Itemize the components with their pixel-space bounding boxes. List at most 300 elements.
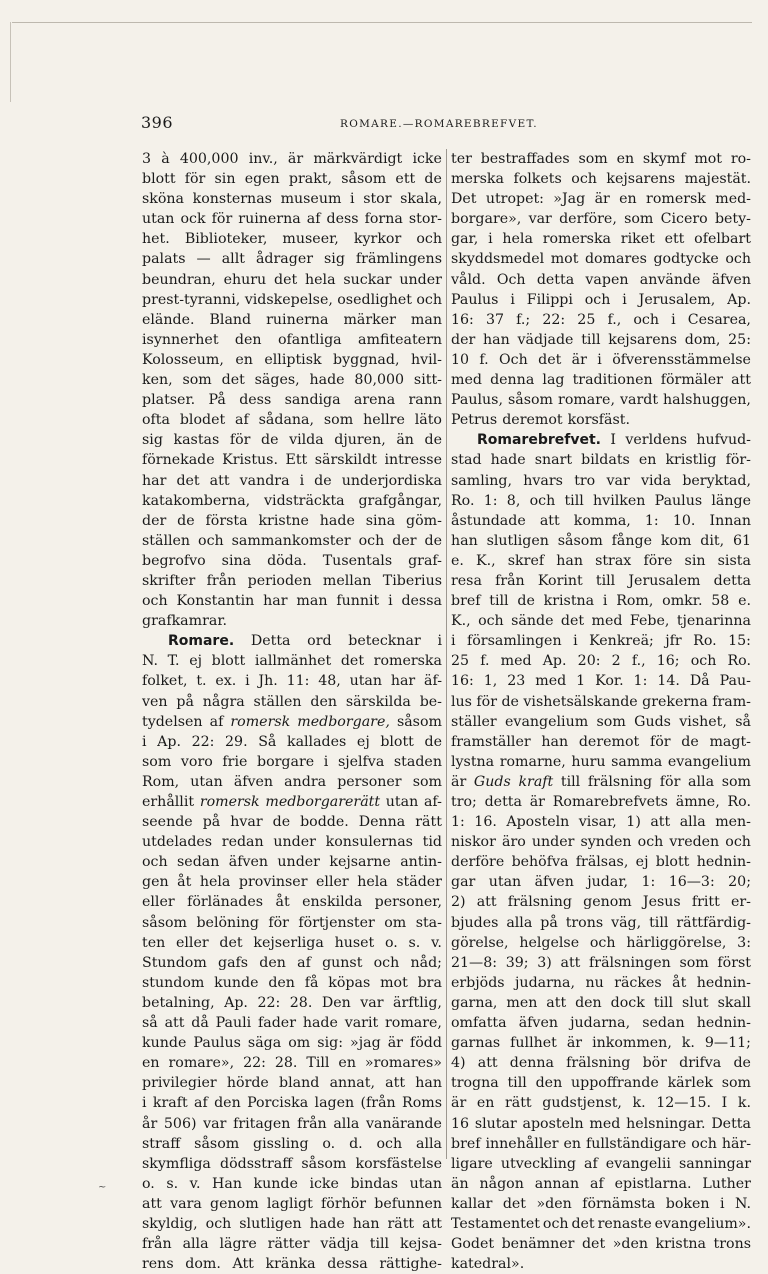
word: vapen — [585, 271, 629, 288]
word: ställen — [142, 532, 191, 549]
word: Konstantin — [176, 593, 255, 610]
word: äfven — [228, 854, 269, 871]
word: Ap. — [542, 653, 567, 670]
text-line — [451, 973, 751, 993]
word: det — [340, 653, 365, 670]
word: och — [198, 532, 224, 549]
word: af — [584, 1155, 598, 1172]
word: antin- — [400, 854, 442, 871]
word: i — [622, 291, 627, 308]
word: han — [415, 1075, 442, 1092]
word: skala, — [400, 191, 442, 208]
word: kraft — [152, 1095, 188, 1112]
word: renaste — [597, 1215, 652, 1232]
word: år — [142, 1115, 158, 1132]
word: från — [297, 1115, 327, 1132]
word: fram- — [712, 693, 751, 710]
word: mellan — [322, 572, 372, 589]
text-line — [142, 892, 442, 912]
word: annat, — [329, 1075, 375, 1092]
word: han — [556, 552, 583, 569]
word: sedan — [642, 1015, 685, 1032]
word: blott — [655, 854, 690, 871]
word: bör — [642, 1055, 667, 1072]
word: Febe, — [629, 613, 670, 630]
text-line — [451, 1134, 751, 1154]
word: utdelades — [142, 834, 213, 851]
word: tid — [422, 834, 442, 851]
word: I — [610, 432, 616, 449]
word: vanärande — [365, 1115, 442, 1132]
word: o. — [142, 1175, 155, 1192]
word: judarna, — [570, 1015, 631, 1032]
word: medborgare, — [297, 713, 390, 730]
word: kejserliga — [253, 934, 324, 951]
word: länge — [711, 492, 751, 509]
word: v. — [189, 1175, 201, 1192]
word: en — [638, 452, 657, 469]
word: gar — [451, 874, 476, 891]
word: 10. — [672, 512, 696, 529]
text-line — [142, 792, 442, 812]
word: rättfärdig- — [676, 914, 751, 931]
word: rann — [408, 392, 442, 409]
word: bra — [417, 974, 442, 991]
word: genom — [210, 1195, 259, 1212]
word: Ro. — [451, 492, 475, 509]
text-line — [451, 310, 751, 330]
word: lagen — [314, 1095, 355, 1112]
word: isynnerhet — [142, 331, 219, 348]
word: f. — [480, 653, 490, 670]
word: ämne, — [675, 794, 720, 810]
word: som — [412, 773, 442, 790]
word: att — [560, 954, 581, 971]
word: till — [369, 1236, 390, 1253]
word: hela — [502, 231, 533, 248]
text-line — [142, 1033, 442, 1053]
word: åstundade — [451, 512, 526, 529]
word: rens — [142, 1256, 174, 1273]
word: Biblioteker, — [184, 231, 268, 248]
text-line — [451, 1174, 751, 1194]
word: 16—3: — [668, 874, 715, 891]
text-line — [142, 471, 442, 491]
word: ett — [395, 171, 416, 188]
word: uppoffrande — [571, 1075, 659, 1092]
word: 16: — [451, 673, 474, 690]
word: för — [184, 171, 206, 188]
word: 3: — [737, 934, 751, 951]
text-line — [142, 1194, 442, 1214]
word: vilda — [289, 432, 324, 449]
word: åt — [177, 874, 192, 891]
word: Romarebrefvets — [552, 794, 668, 810]
word: huru — [571, 753, 606, 770]
text-line — [451, 511, 751, 531]
word: drifva — [679, 1055, 722, 1072]
word: ej — [189, 653, 202, 670]
word: så — [735, 713, 751, 730]
column-divider — [446, 149, 447, 1159]
word: förtjenster — [298, 914, 375, 931]
word: dom. — [185, 1256, 221, 1273]
word: 23 — [507, 673, 526, 690]
word: lägre — [219, 1236, 257, 1253]
word: såsom — [557, 532, 603, 549]
word: då — [191, 1015, 209, 1032]
word: romare», — [168, 1055, 235, 1072]
word: museer, — [282, 231, 339, 248]
word: niskor — [451, 834, 496, 851]
text-line — [451, 752, 751, 772]
word: 29. — [225, 733, 248, 750]
word: mot — [380, 974, 408, 991]
word: suckar — [343, 271, 392, 288]
word: i — [388, 593, 393, 610]
word: som — [596, 713, 626, 730]
word: är — [571, 351, 587, 368]
word: 37 — [485, 311, 505, 328]
word: under — [399, 271, 442, 288]
text-line — [451, 913, 751, 933]
word: medborgarerätt — [265, 794, 381, 810]
text-line — [142, 430, 442, 450]
word: v. — [431, 934, 442, 951]
text-line — [142, 1114, 442, 1134]
text-line — [451, 933, 751, 953]
word: till — [581, 331, 601, 348]
word: ruinerna — [266, 311, 329, 328]
word: såsom — [396, 713, 442, 730]
word: säga — [247, 1035, 282, 1052]
word: varit — [344, 1015, 379, 1032]
word: utan — [349, 673, 383, 690]
word: bref — [451, 1135, 481, 1152]
word: rätt — [387, 1215, 415, 1232]
word: man — [410, 311, 442, 328]
word: romare, — [558, 392, 615, 409]
word: var — [606, 472, 630, 489]
text-line — [142, 551, 442, 571]
word: sista — [717, 552, 751, 569]
word: hade — [490, 452, 526, 469]
word: privilegier — [142, 1075, 217, 1092]
text-line — [451, 772, 751, 792]
text-line — [451, 953, 751, 973]
text-line — [451, 671, 751, 691]
text-line — [451, 270, 751, 290]
word: de — [424, 733, 442, 750]
word: visar, — [578, 814, 617, 831]
text-line — [142, 209, 442, 229]
text-line — [142, 852, 442, 872]
word: hvar — [230, 814, 263, 831]
word: 9—11; — [704, 1035, 751, 1052]
word: att — [209, 472, 230, 489]
word: f., — [607, 311, 622, 328]
word: det — [221, 372, 245, 389]
word: i — [719, 1195, 725, 1212]
word: kraft — [518, 773, 554, 790]
word: judar, — [587, 874, 629, 891]
word: 39; — [505, 954, 529, 971]
text-line — [451, 1194, 751, 1214]
text-line — [142, 149, 442, 169]
word: lus — [451, 693, 472, 710]
word: än — [451, 1175, 469, 1192]
word: boken — [665, 1195, 710, 1212]
word: 2) — [451, 894, 466, 911]
word: omkr. — [662, 593, 703, 610]
word: dessa — [327, 1256, 368, 1273]
word: särskilda — [345, 693, 411, 710]
word: Luther — [702, 1175, 751, 1192]
word: och — [416, 291, 442, 308]
word: slut — [681, 994, 709, 1011]
text-line — [451, 1013, 751, 1033]
word: palats — [142, 251, 186, 268]
word: fullhet — [510, 1035, 557, 1052]
word: har — [390, 673, 416, 690]
word: sina — [365, 512, 396, 529]
word: dödsstraff — [219, 1155, 293, 1172]
text-line — [142, 611, 442, 631]
word: af- — [423, 794, 442, 810]
word: Detta — [250, 633, 291, 650]
text-line — [451, 330, 751, 350]
word: alla — [333, 1115, 360, 1132]
word: genom — [583, 894, 632, 911]
word: hade — [319, 512, 355, 529]
word: i — [488, 231, 493, 248]
word: k. — [737, 1095, 751, 1112]
word: kastas — [173, 432, 220, 449]
text-line — [451, 491, 751, 511]
word: 28. — [289, 994, 313, 1011]
word: sandiga — [284, 392, 341, 409]
word: rätter — [267, 1236, 310, 1253]
word: det — [219, 934, 243, 951]
word: Tiberius — [382, 572, 442, 589]
word: den — [575, 994, 602, 1011]
word: dess — [326, 211, 359, 228]
word: N. — [142, 653, 159, 670]
word: evangelium». — [654, 1215, 751, 1232]
word: Paulus — [193, 1035, 241, 1052]
word: vidskepelse, — [244, 291, 333, 308]
word: läto — [414, 412, 442, 429]
word: Och — [499, 351, 528, 368]
word: dessa — [401, 593, 442, 610]
word: nåd; — [410, 954, 442, 971]
word: var — [360, 994, 384, 1011]
word: först — [717, 954, 751, 971]
word: T. — [167, 653, 180, 670]
word: vidsträckta — [264, 492, 345, 509]
text-line — [451, 531, 751, 551]
word: för — [476, 693, 497, 710]
word: behöfva — [511, 854, 569, 871]
word: ofantliga — [277, 331, 342, 348]
word: 1: — [641, 874, 656, 891]
word: Han — [212, 1175, 243, 1192]
word: domares — [584, 251, 647, 268]
text-line — [451, 1033, 751, 1053]
word: alla — [506, 914, 533, 931]
word: folkets — [513, 171, 562, 188]
text-line — [451, 792, 751, 812]
word: eller — [142, 894, 175, 911]
word: i — [602, 593, 608, 610]
word: en — [563, 1135, 581, 1152]
text-line — [142, 812, 442, 832]
text-line — [142, 249, 442, 269]
word: äfven — [711, 271, 751, 288]
word: och — [584, 291, 611, 308]
word: begrofvo — [142, 552, 206, 569]
word: Paulus — [451, 291, 499, 308]
word: såsom — [194, 1135, 240, 1152]
word: staden — [393, 753, 442, 770]
text-line — [451, 1254, 751, 1274]
word: och — [633, 311, 659, 328]
left-column — [142, 149, 442, 1274]
word: af — [297, 954, 311, 971]
word: ofelbart — [694, 231, 751, 248]
word: Tusentals — [322, 552, 393, 569]
word: eller — [176, 934, 209, 951]
text-line — [142, 330, 442, 350]
word: den — [535, 1075, 563, 1092]
word: kyrkor — [353, 231, 402, 248]
word: och — [542, 1215, 569, 1232]
word: voro — [180, 753, 213, 770]
word: tjenarinna — [676, 613, 751, 630]
word: 22: — [542, 311, 566, 328]
word: detta — [713, 572, 751, 589]
word: med — [589, 1115, 621, 1132]
word: huset — [334, 934, 375, 951]
word: evangelium — [667, 753, 751, 770]
text-line — [451, 812, 751, 832]
right-column — [451, 149, 751, 1274]
word: han — [352, 1215, 380, 1232]
word: kristne — [258, 512, 309, 529]
word: mot — [550, 251, 579, 268]
word: hade — [309, 372, 345, 389]
word: och — [725, 251, 751, 268]
word: erhållit — [142, 794, 195, 810]
word: 506) — [163, 1115, 197, 1132]
word: härliggörelse, — [626, 934, 727, 951]
word: Att — [232, 1256, 254, 1273]
word: intresse — [384, 452, 442, 469]
word: åt — [672, 974, 687, 991]
text-line — [142, 1174, 442, 1194]
word: hellre — [363, 412, 405, 429]
word: de — [501, 693, 519, 710]
word: de — [424, 432, 442, 449]
word: i — [671, 311, 676, 328]
text-line — [451, 1093, 751, 1113]
word: 400,000 — [179, 151, 239, 167]
text-line — [142, 189, 442, 209]
text-line — [451, 350, 751, 370]
word: en — [476, 1095, 495, 1112]
word: förnekade — [142, 452, 215, 469]
word: förlänades — [187, 894, 264, 911]
word: säges, — [254, 372, 300, 389]
word: Rom, — [616, 593, 654, 610]
word: Kolosseum, — [142, 351, 224, 368]
word: frälsningen — [589, 954, 671, 971]
word: såsom — [301, 1155, 347, 1172]
word: de — [733, 1055, 751, 1072]
word: och — [478, 613, 504, 630]
word: sådana, — [258, 412, 315, 429]
word: 22: — [243, 1055, 266, 1072]
word: judarna, — [515, 974, 575, 991]
word: lagligt — [266, 1195, 313, 1212]
word: elände. — [142, 311, 195, 328]
text-line — [451, 712, 751, 732]
word: på — [176, 693, 194, 710]
word: Petrus — [451, 412, 498, 429]
word: sitt- — [413, 372, 442, 389]
word: skymf — [642, 151, 686, 167]
word: »den — [612, 1236, 648, 1253]
word: såsom — [341, 171, 387, 188]
word: hufvud- — [696, 432, 751, 449]
word: till — [649, 914, 669, 931]
word: utan — [409, 1175, 442, 1192]
word: under — [273, 834, 316, 851]
word: graf- — [408, 552, 442, 569]
word: museum — [280, 191, 342, 208]
word: beryktad, — [682, 472, 751, 489]
word: sjelfva — [337, 753, 385, 770]
word: romerska — [542, 231, 611, 248]
word: hvil- — [410, 351, 442, 368]
word: sköna — [142, 191, 185, 208]
word: han — [541, 733, 569, 750]
word: hela — [305, 271, 336, 288]
text-line — [142, 270, 442, 290]
word: att — [385, 1075, 406, 1092]
word: hednin- — [696, 974, 751, 991]
word: äfven — [518, 1015, 558, 1032]
word: 80,000 — [354, 372, 405, 389]
word: utan — [142, 211, 175, 228]
word: att — [476, 894, 497, 911]
word: gunst — [322, 954, 363, 971]
word: 8, — [506, 492, 521, 509]
word: »jag — [350, 1035, 381, 1052]
word: till — [560, 773, 581, 790]
word: Den — [321, 994, 351, 1011]
word: strax — [595, 552, 632, 569]
word: utan — [488, 874, 522, 891]
word: åt — [275, 894, 290, 911]
word: forna — [364, 211, 403, 228]
word: den — [214, 1095, 241, 1112]
word: blodet — [179, 412, 226, 429]
word: en — [142, 1055, 160, 1072]
word: betalning, — [142, 994, 215, 1011]
word: trons — [713, 1236, 751, 1253]
word: Ap. — [727, 291, 751, 308]
